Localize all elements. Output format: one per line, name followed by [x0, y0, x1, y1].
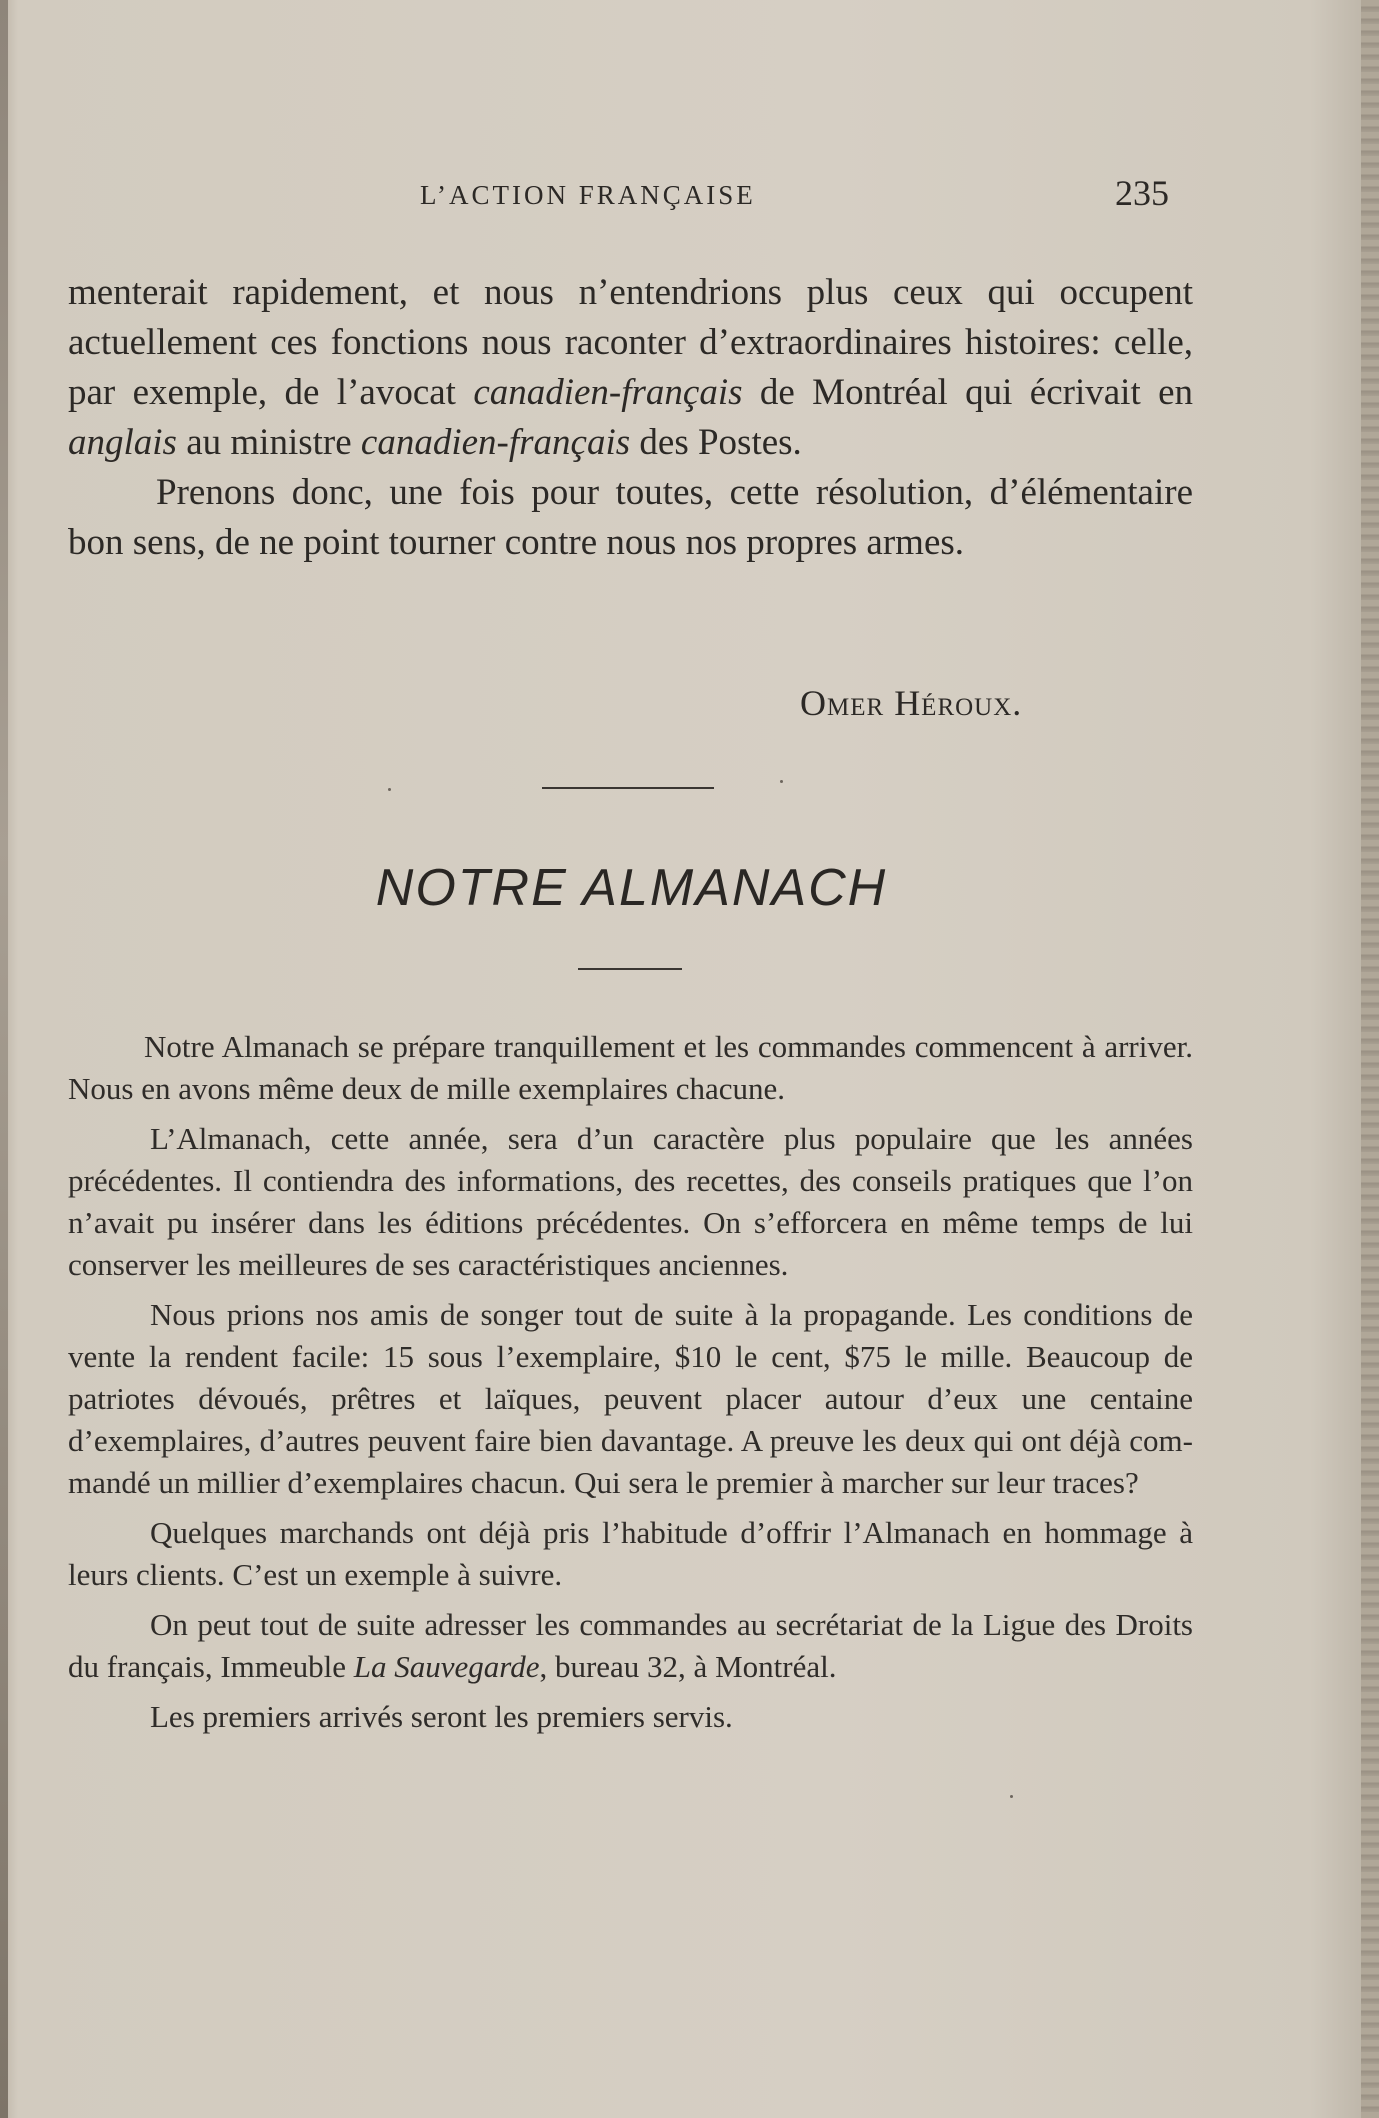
article-title: NOTRE ALMANACH [375, 859, 888, 917]
running-head [0, 172, 1379, 222]
paragraph: Nous prions nos amis de songer tout de suite à la propagande. Les conditions de vente la rendent facile: 15 sous l’exemplaire, $10 le cent, $75 le mille. Beaucoup de patriotes dévoués, prêtres et laïques, peuvent placer autour d’eux une centaine d’exemplaires, d’autres peuvent faire bien davantage. A preuve les deux qui ont déjà commandé un millier d’exemplaires chacun. Qui sera le premier à marcher sur leur traces? [68, 1297, 1193, 1500]
article-continuation [68, 268, 1193, 568]
section-divider [542, 787, 714, 789]
paragraph: Quelques marchands ont déjà pris l’habitude d’offrir l’Almanach en hommage à leurs clients. C’est un exemple à suivre. [68, 1515, 1193, 1592]
page-number: 235 [1115, 173, 1169, 213]
signature-first-name: Omer [800, 683, 885, 723]
running-title: L’ACTION FRANÇAISE [420, 180, 756, 210]
paragraph: Les premiers arrivés seront les premiers servis. [150, 1699, 733, 1734]
paragraph: L’Almanach, cette année, sera d’un caractère plus populaire que les années précédentes. Il contiendra des informations, des recettes, des conseils pratiques que l’on n’avait pu insérer dans les éditions précédentes. On s’efforcera en même temps de lui conserver les meilleures de ses caractéristiques anciennes. [68, 1121, 1193, 1282]
page-right-edge [1361, 0, 1379, 2118]
title-underline [578, 968, 682, 970]
paragraph: On peut tout de suite adresser les commandes au secrétariat de la Ligue des Droits du français, Immeuble La Sauvegarde, bureau 32, à Montréal. [68, 1607, 1193, 1684]
article-body [68, 1026, 1193, 1746]
page-left-edge [0, 0, 8, 2118]
paragraph: Prenons donc, une fois pour toutes, cette résolution, d’élémentaire bon sens, de ne point tourner contre nous nos propres armes. [68, 472, 1193, 563]
paper-speck [780, 780, 783, 783]
paper-speck [1010, 1795, 1013, 1798]
paper-speck [388, 788, 391, 791]
author-signature [800, 682, 1022, 724]
paragraph: Notre Almanach se prépare tranquillement et les commandes commencent à arriver. Nous en avons même deux de mille exemplaires chacune. [68, 1029, 1193, 1106]
paragraph: menterait rapidement, et nous n’entendrions plus ceux qui occupent actuellement ces fonctions nous raconter d’extraordinaires histoires: celle, par exemple, de l’avocat canadien-français de Montréal qui écrivait en anglais au ministre canadien-français des Postes. [68, 272, 1193, 463]
signature-last-name: Héroux. [894, 683, 1023, 723]
